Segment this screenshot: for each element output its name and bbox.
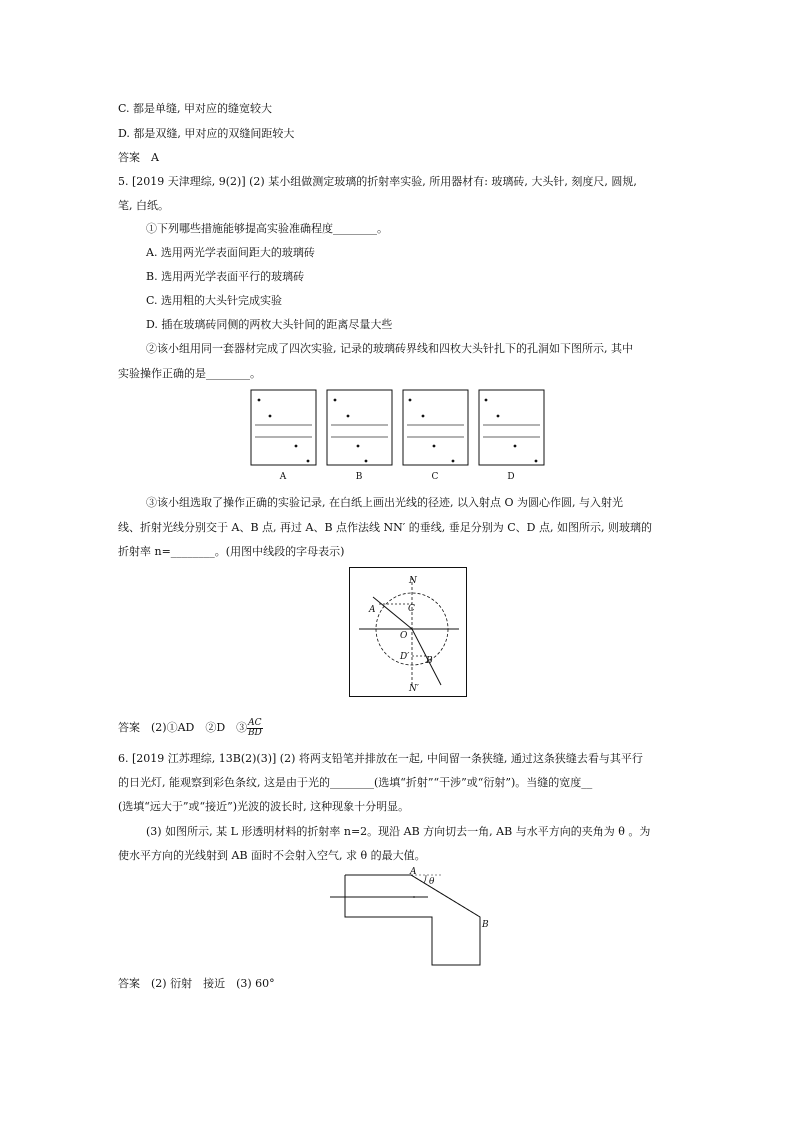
q5-sub2-line1: ②该小组用同一套器材完成了四次实验, 记录的玻璃砖界线和四枚大头针扎下的孔洞如下图所示, 其中 <box>146 342 633 355</box>
q4-answer: 答案 A <box>118 151 159 164</box>
panel-d <box>479 390 544 482</box>
q5-sub1-option-b: B. 选用两光学表面平行的玻璃砖 <box>146 270 305 283</box>
q6-stem-line2: 的日光灯, 能观察到彩色条纹, 这是由于光的________(选填“折射”“干涉”或“衍射”)。当缝的宽度__ <box>118 776 593 789</box>
q5-sub1-question: ①下列哪些措施能够提高实验准确程度________。 <box>146 222 388 235</box>
q5-sub1-option-d: D. 插在玻璃砖同侧的两枚大头针间的距离尽量大些 <box>146 318 393 331</box>
label-d: D′ <box>400 652 410 662</box>
panel-d-label: D <box>507 472 515 482</box>
q5-sub1-option-c: C. 选用粗的大头针完成实验 <box>146 294 283 307</box>
q5-sub1-option-a: A. 选用两光学表面间距大的玻璃砖 <box>146 246 315 259</box>
fraction-denominator: BD <box>247 727 262 738</box>
label-n-prime: N′ <box>409 684 419 694</box>
q5-stem-line2: 笔, 白纸。 <box>118 199 169 212</box>
label-o: O <box>400 631 408 641</box>
q5-sub2-line2: 实验操作正确的是________。 <box>118 367 261 380</box>
q6-stem-line3: (选填“远大于”或“接近”)光波的波长时, 这种现象十分明显。 <box>118 800 410 813</box>
q4-option-d: D. 都是双缝, 甲对应的双缝间距较大 <box>118 127 295 140</box>
label-a: A <box>369 605 376 615</box>
label-b: B <box>482 920 489 930</box>
q6-sub3-line1: (3) 如图所示, 某 L 形透明材料的折射率 n=2。现沿 AB 方向切去一角, AB 与水平方向的夹角为 θ 。为 <box>146 825 651 838</box>
q6-sub3-line2: 使水平方向的光线射到 AB 面时不会射入空气, 求 θ 的最大值。 <box>118 849 426 862</box>
q5-sub3-line1: ③该小组选取了操作正确的实验记录, 在白纸上画出光线的径迹, 以入射点 O 为圆心作圆, 与入射光 <box>146 496 623 509</box>
panel-a <box>251 390 316 482</box>
q5-answer-text: 答案 (2)①AD ②D ③ <box>118 721 248 734</box>
q5-refraction-figure <box>349 567 467 697</box>
q6-answer: 答案 (2) 衍射 接近 (3) 60° <box>118 977 275 990</box>
fraction-numerator: AC <box>248 717 262 728</box>
panel-b-label: B <box>355 472 363 482</box>
panel-c-label: C <box>431 472 439 482</box>
label-n: N <box>409 576 417 586</box>
q5-panels-figure <box>250 389 550 484</box>
q5-answer-fraction <box>247 719 262 738</box>
label-c: C <box>408 604 415 614</box>
panel-a-label: A <box>279 472 287 482</box>
q5-sub3-line2: 线、折射光线分别交于 A、B 点, 再过 A、B 点作法线 NN′ 的垂线, 垂足分别为 C、D 点, 如图所示, 则玻璃的 <box>118 521 652 534</box>
q5-answer <box>118 716 263 740</box>
q4-option-c: C. 都是单缝, 甲对应的缝宽较大 <box>118 102 273 115</box>
q6-stem-line1: 6. [2019 江苏理综, 13B(2)(3)] (2) 将两支铅笔并排放在一起, 中间留一条狭缝, 通过这条狭缝去看与其平行 <box>118 752 643 765</box>
q6-l-shape-figure <box>330 867 495 969</box>
label-theta: θ <box>429 877 435 887</box>
label-a: A <box>410 867 417 877</box>
panel-b <box>327 390 392 482</box>
panel-c <box>403 390 468 482</box>
label-b: B <box>426 656 433 666</box>
q5-stem-line1: 5. [2019 天津理综, 9(2)] (2) 某小组做测定玻璃的折射率实验, 所用器材有: 玻璃砖, 大头针, 刻度尺, 圆规, <box>118 175 637 188</box>
q5-sub3-line3: 折射率 n=________。(用图中线段的字母表示) <box>118 545 345 558</box>
